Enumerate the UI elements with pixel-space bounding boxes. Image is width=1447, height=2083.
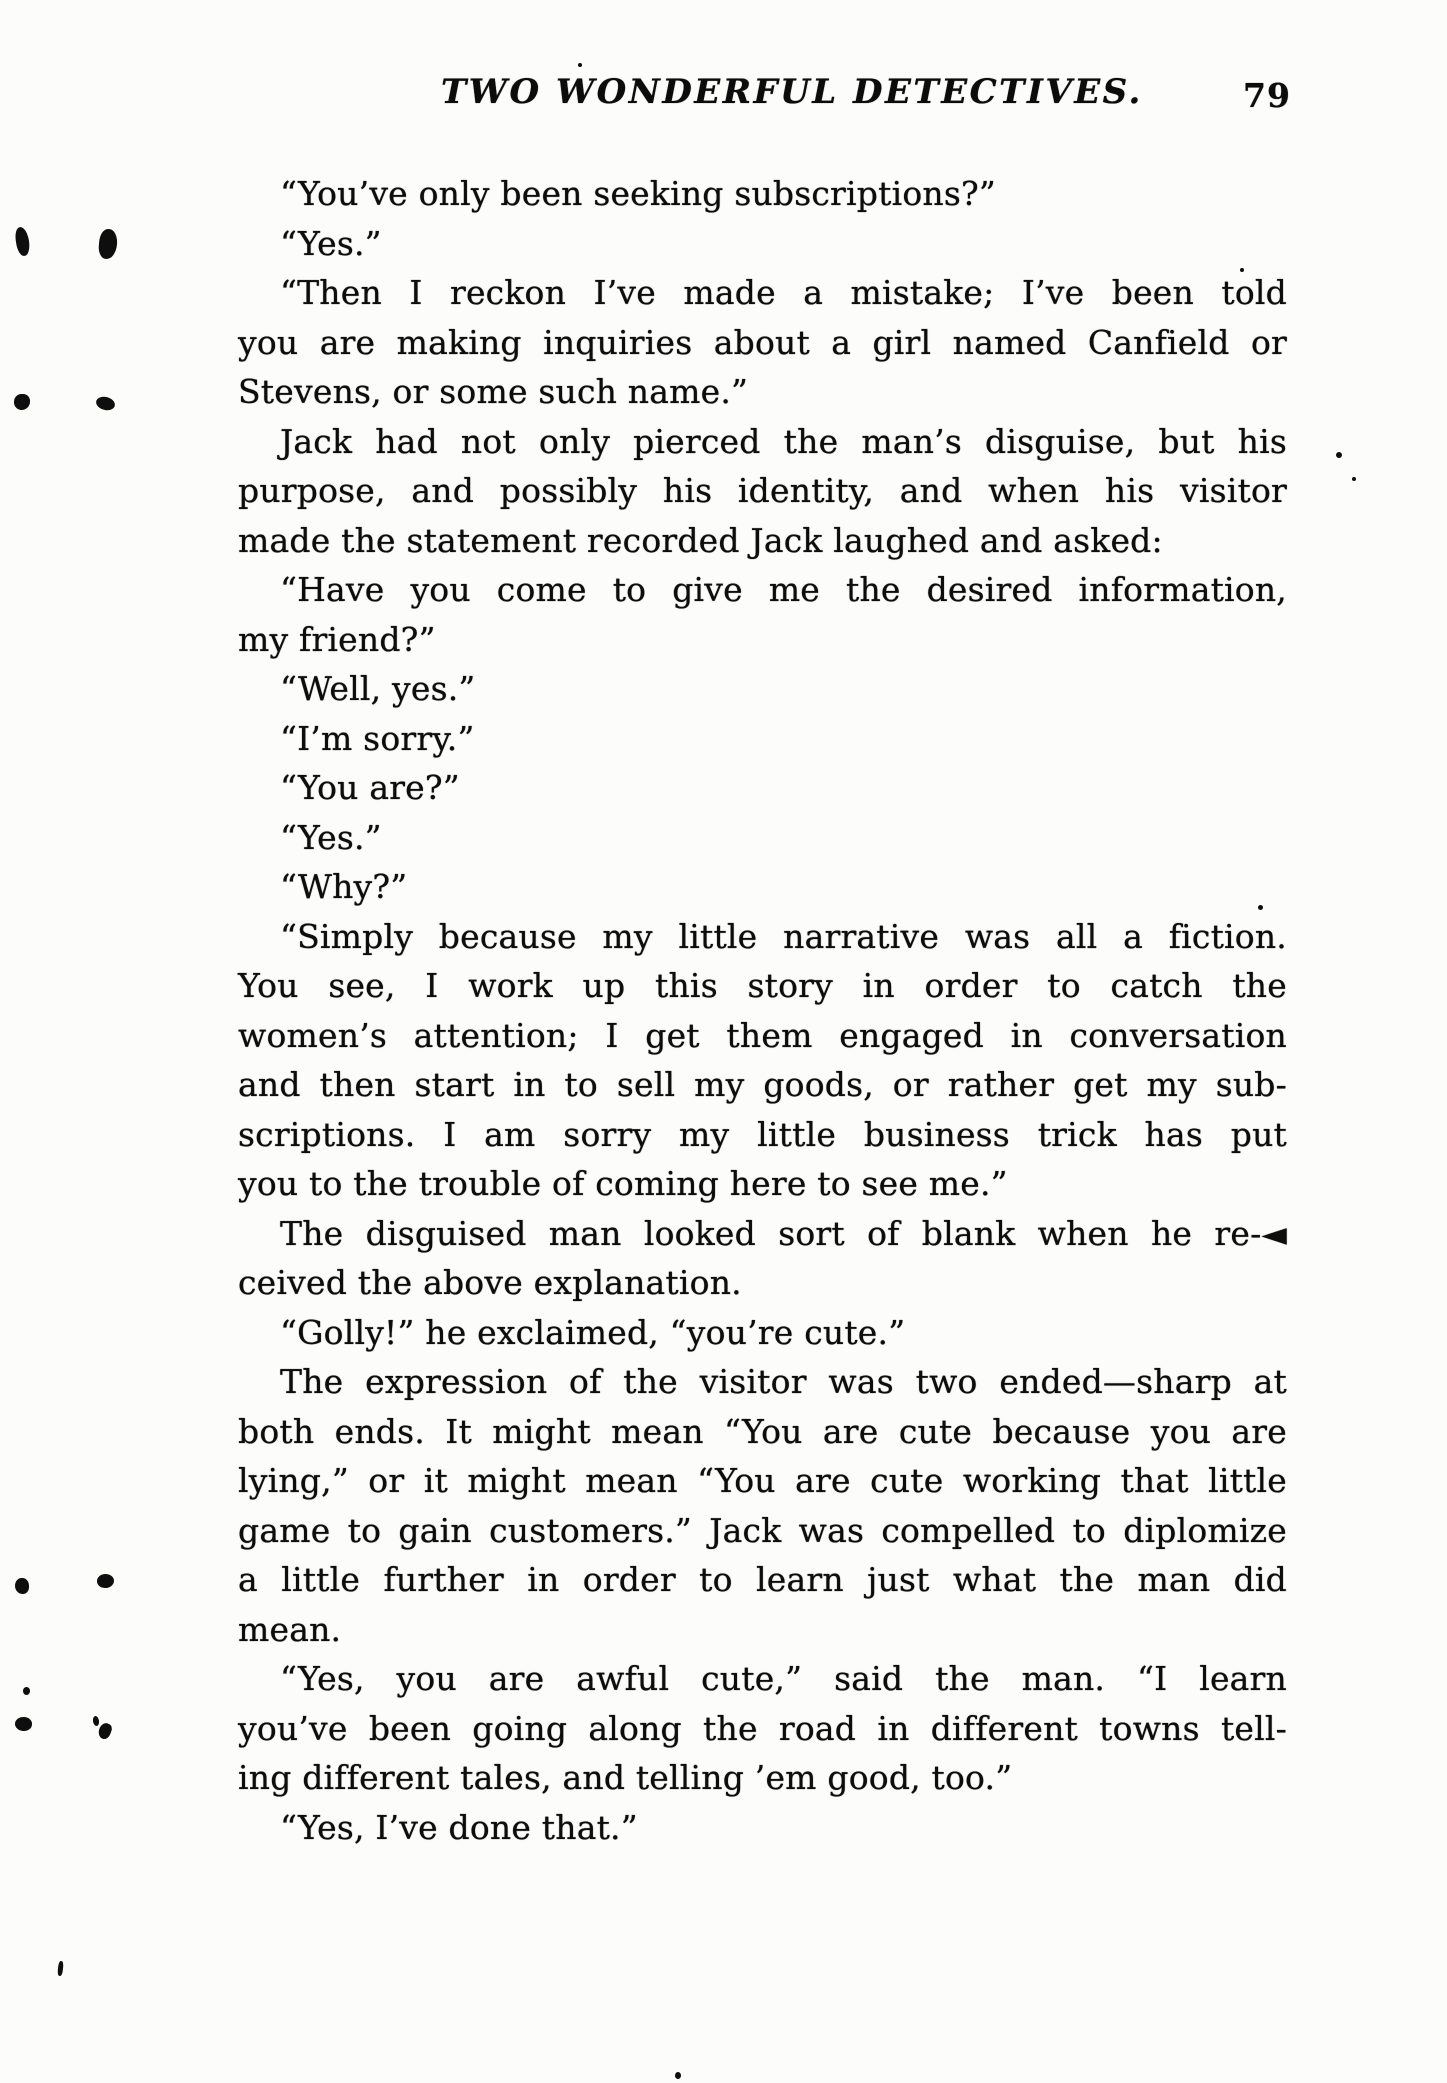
ink-blot [1352,477,1356,481]
text-line: Stevens, or some such name.” [238,372,749,411]
ink-blot [96,1721,113,1740]
text-line: mean. [238,1609,342,1649]
ink-blot [1240,268,1244,272]
text-line: women’s attention; I get them engaged in conversation [238,1015,1287,1055]
text-line: “Yes, I’ve done that.” [280,1807,638,1847]
text-line: “Yes.” [280,817,382,857]
text-line: and then start in to sell my goods, or rather get my sub- [238,1065,1287,1104]
text-line: “Well, yes.” [280,669,476,708]
text-line: “Yes, you are awful cute,” said the man. “I learn [280,1659,1287,1698]
ink-blot [14,226,31,257]
text-line: “Why?” [280,867,408,906]
ink-blot [57,1961,64,1976]
text-line: you to the trouble of coming here to see me.” [238,1164,1008,1203]
ink-blot [15,1716,33,1731]
ink-blot [578,63,582,67]
text-line: game to gain customers.” Jack was compelled to diplomize [238,1510,1287,1550]
ink-blot [1258,905,1263,910]
ink-blot [98,228,119,259]
ink-blot [95,396,116,412]
ink-blot [1336,452,1342,458]
text-line: you are making inquiries about a girl named Canfield or [238,322,1287,362]
text-line: purpose, and possibly his identity, and when his visitor [238,471,1287,510]
text-line: “I’m sorry.” [280,718,475,758]
ink-blot [92,1716,100,1727]
text-line: “You are?” [280,768,460,807]
ink-blot [96,1573,114,1589]
ink-blot [15,1578,29,1594]
text-line: you’ve been going along the road in different towns tell- [238,1708,1287,1748]
running-header-title: TWO WONDERFUL DETECTIVES. [441,72,1143,112]
text-line: a little further in order to learn just what the man did [238,1560,1287,1599]
text-line: my friend?” [238,619,436,659]
text-line: “Then I reckon I’ve made a mistake; I’ve been told [280,273,1287,312]
text-line: “Have you come to give me the desired information, [280,570,1287,609]
text-line: lying,” or it might mean “You are cute working that little [238,1461,1287,1500]
text-line: ing different tales, and telling ’em good, too.” [238,1758,1013,1797]
text-line: The disguised man looked sort of blank when he re-◄ [280,1213,1287,1253]
ink-blot [23,1687,30,1695]
text-line: The expression of the visitor was two ended—sharp at [280,1362,1287,1401]
ink-blot [675,2072,681,2079]
text-line: Jack had not only pierced the man’s disguise, but his [280,421,1287,461]
text-line: “Golly!” he exclaimed, “you’re cute.” [280,1312,906,1352]
text-line: “Yes.” [280,223,382,263]
text-block [238,169,1287,1852]
text-line: scriptions. I am sorry my little business trick has put [238,1114,1287,1154]
text-line: “You’ve only been seeking subscriptions?” [280,174,996,213]
text-line: You see, I work up this story in order to catch the [238,966,1287,1005]
text-line: both ends. It might mean “You are cute because you are [238,1411,1287,1451]
text-line: made the statement recorded Jack laughed and asked: [238,520,1163,560]
page-number: 79 [1243,76,1291,115]
text-line: ceived the above explanation. [238,1263,742,1302]
ink-blot [14,394,30,410]
text-line: “Simply because my little narrative was all a fiction. [280,916,1287,956]
